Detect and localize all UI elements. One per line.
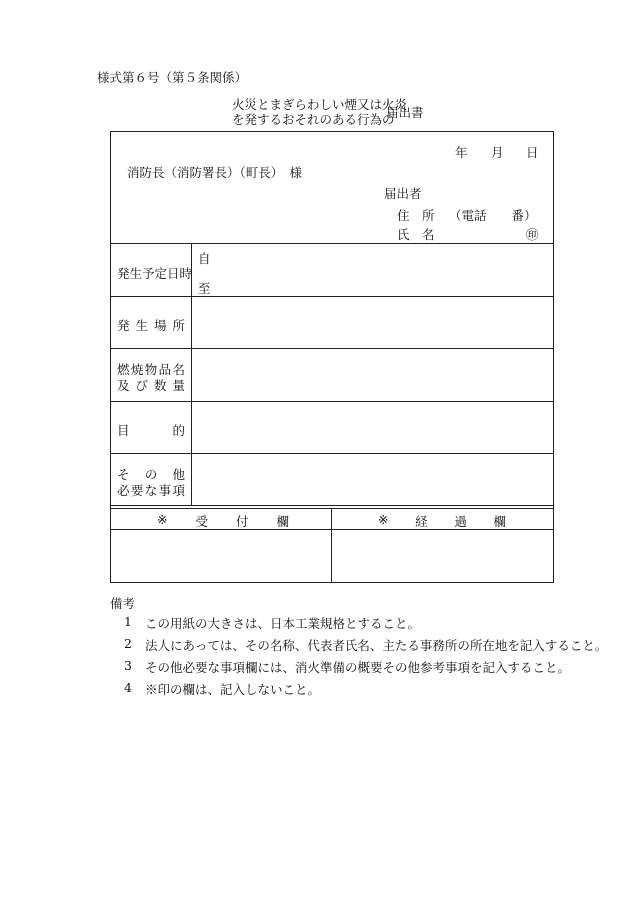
day-label: 日 [526,145,539,160]
place-label: 発 生 場 所 [117,318,185,333]
note-number: 4 [124,680,132,695]
form-number: 様式第６号（第５条関係） [97,70,248,85]
title-suffix: 届出書 [386,105,424,120]
month-label: 月 [491,145,504,160]
row-divider [110,401,554,402]
reception-column-header: ※ 受 付 欄 [157,512,289,529]
title-line-2: を発するおそれのある行為の [232,112,395,127]
footer-column-divider [331,508,332,583]
double-divider [110,508,554,509]
addressee: 消防長（消防署長）（町長） 様 [127,165,303,180]
progress-column-header: ※ 経 過 欄 [378,512,506,529]
burn-quantity-label: 及 び 数 量 [117,378,185,393]
name-label: 氏 名 [397,227,435,242]
row-divider [110,453,554,454]
label-column-divider [191,243,192,506]
double-divider [110,505,554,506]
note-number: 1 [124,614,132,629]
note-number: 2 [124,636,132,651]
note-text: ※印の欄は、記入しないこと。 [145,682,321,697]
purpose-label: 目 的 [117,423,185,438]
other-label-2: 必 要 な 事 項 [117,483,185,498]
row-divider [110,243,554,244]
from-label: 自 [198,251,211,266]
burn-item-label: 燃 焼 物 品 名 [117,362,185,377]
notifier-label: 届出者 [384,186,422,201]
note-text: この用紙の大きさは、日本工業規格とすること。 [145,616,421,631]
note-text: 法人にあっては、その名称、代表者氏名、主たる事務所の所在地を記入すること。 [145,638,608,653]
to-label: 至 [198,281,211,296]
address-label: 住 所 [397,208,435,223]
title-line-1: 火災とまぎらわしい煙又は火炎 [232,97,408,112]
note-text: その他必要な事項欄には、消火準備の概要その他参考事項を記入すること。 [145,660,571,675]
phone-label: （電話 番） [449,208,537,223]
other-label-1: そ の 他 [117,467,185,482]
seal-icon: ㊞ [526,227,539,242]
year-label: 年 [455,145,468,160]
row-divider [110,296,554,297]
datetime-label: 発生予定日時 [117,266,193,281]
notes-heading: 備考 [110,596,136,611]
note-number: 3 [124,658,132,673]
row-divider [110,348,554,349]
